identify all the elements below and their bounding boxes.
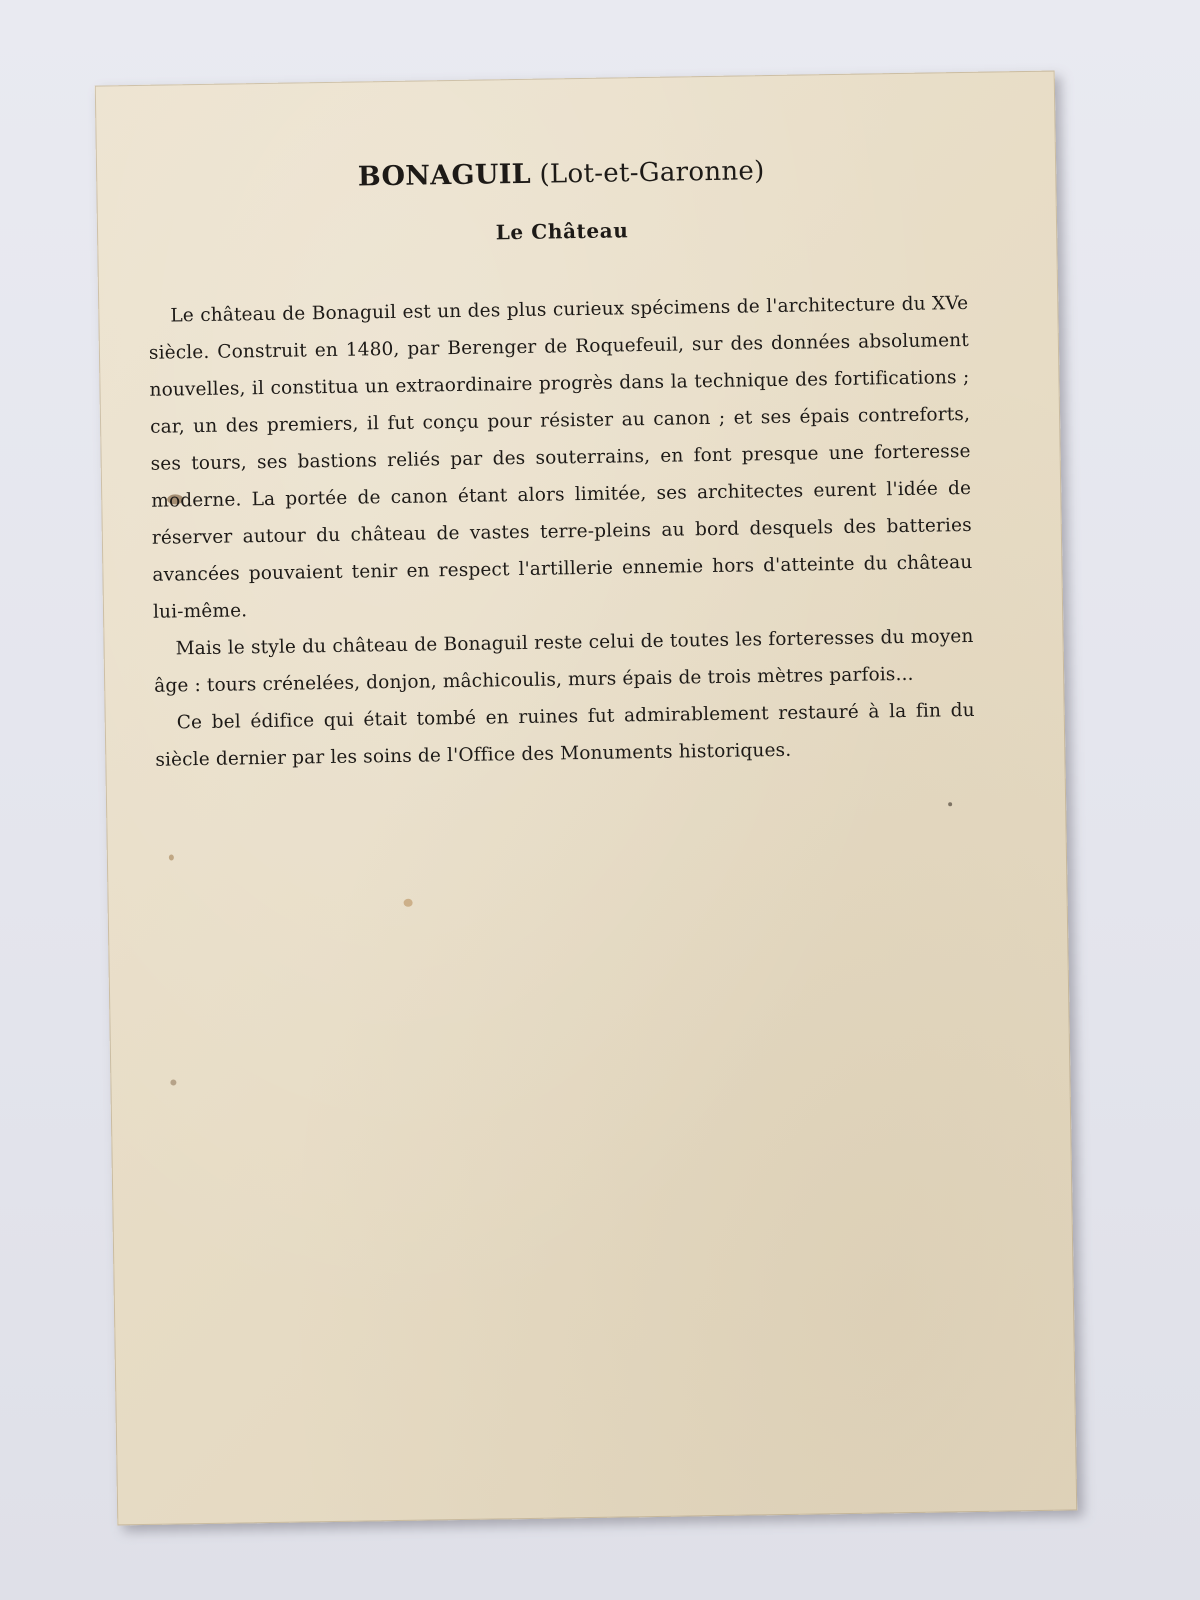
title-place: BONAGUIL bbox=[357, 158, 532, 193]
paper-stain bbox=[170, 1079, 176, 1085]
card-subtitle: Le Château bbox=[495, 218, 629, 245]
paragraph-history: Le château de Bonaguil est un des plus curieux spécimens de l'architecture du XVe siècle. Construit en 1480, par Berenger de Roquefeuil, sur des données absolument nouvelles, il constitua un extraordinaire progrès dans la technique des fortifications ; car, un des premiers, il fut conçu pour résister au canon ; et ses épais contreforts, ses tours, ses bastions reliés par des souterrains, en font presque une forteresse moderne. La portée de canon étant alors limitée, ses architectes eurent l'idée de réserver autour du château de vastes terre-pleins au bord desquels des batteries avancées pouvaient tenir en respect l'artillerie ennemie hors d'atteinte du château lui-même. bbox=[148, 292, 973, 623]
paper-stain bbox=[404, 899, 413, 907]
title-region: (Lot-et-Garonne) bbox=[539, 156, 765, 190]
paper-stain bbox=[948, 802, 952, 806]
postcard bbox=[95, 71, 1078, 1526]
card-text bbox=[146, 152, 976, 779]
paragraph-restoration: Ce bel édifice qui était tombé en ruines fut admirablement restauré à la fin du siècle dernier par les soins de l'Office des Monuments historiques. bbox=[155, 699, 975, 771]
paper-stain bbox=[169, 854, 174, 860]
card-title bbox=[146, 152, 966, 196]
paragraph-style: Mais le style du château de Bonaguil reste celui de toutes les forteresses du moyen âge : tours crénelées, donjon, mâchicoulis, murs épais de trois mètres parfois... bbox=[154, 625, 974, 697]
